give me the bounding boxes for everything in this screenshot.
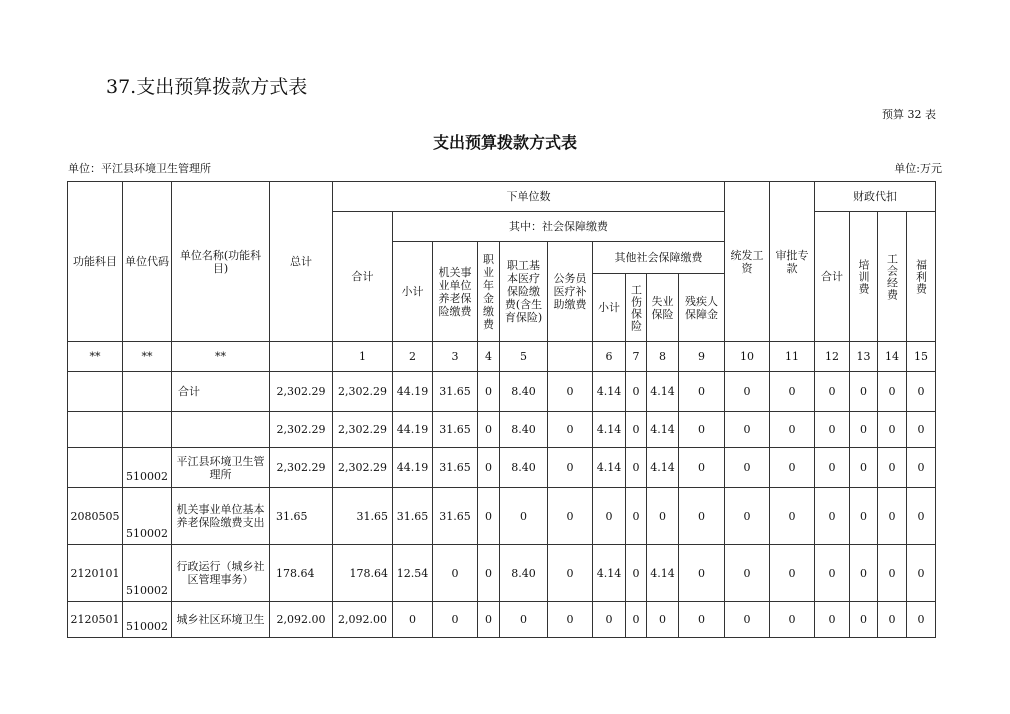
header-total: 总计	[270, 182, 333, 342]
cell-annuity: 0	[478, 602, 500, 638]
cell-func-subject: 2120501	[68, 602, 123, 638]
cell-func-subject: 2080505	[68, 488, 123, 545]
cell-injury: 0	[626, 602, 647, 638]
cell-medical: 0	[500, 602, 548, 638]
index-cell-annuity: 4	[478, 342, 500, 372]
header-fiscal-total: 合计	[815, 212, 850, 342]
index-cell-fiscal-total: 12	[815, 342, 850, 372]
cell-welfare: 0	[907, 545, 936, 602]
cell-total: 2,092.00	[270, 602, 333, 638]
table-row	[68, 488, 936, 545]
header-unified-pay: 统发工资	[725, 182, 770, 342]
table-title: 支出预算拨款方式表	[432, 133, 577, 152]
cell-injury: 0	[626, 488, 647, 545]
cell-approval: 0	[770, 412, 815, 448]
cell-func-subject	[68, 448, 123, 488]
header-approval: 审批专款	[770, 182, 815, 342]
cell-medical: 0	[500, 488, 548, 545]
budget-table	[67, 181, 936, 638]
cell-subtotal: 44.19	[393, 412, 433, 448]
cell-medical: 8.40	[500, 545, 548, 602]
cell-unit-code: 510002	[123, 545, 172, 602]
cell-other-subtotal: 0	[593, 602, 626, 638]
cell-fiscal-total: 0	[815, 372, 850, 412]
cell-disability: 0	[679, 412, 725, 448]
table-row	[68, 372, 936, 412]
index-cell-func-subject: **	[68, 342, 123, 372]
header-union: 工会经费	[878, 212, 907, 342]
cell-injury: 0	[626, 372, 647, 412]
index-cell-disability: 9	[679, 342, 725, 372]
cell-pension: 31.65	[433, 488, 478, 545]
cell-unemployment: 4.14	[647, 372, 679, 412]
index-cell-unit-name: **	[172, 342, 270, 372]
cell-welfare: 0	[907, 412, 936, 448]
cell-subtotal: 44.19	[393, 448, 433, 488]
cell-unemployment: 4.14	[647, 545, 679, 602]
cell-medical: 8.40	[500, 372, 548, 412]
cell-other-subtotal: 0	[593, 488, 626, 545]
cell-other-subtotal: 4.14	[593, 372, 626, 412]
cell-unit-name: 机关事业单位基本养老保险缴费支出	[172, 488, 270, 545]
cell-lower-total: 2,302.29	[333, 448, 393, 488]
index-cell-injury: 7	[626, 342, 647, 372]
index-cell-union: 14	[878, 342, 907, 372]
cell-union: 0	[878, 412, 907, 448]
cell-unit-code: 510002	[123, 488, 172, 545]
cell-lower-total: 2,092.00	[333, 602, 393, 638]
index-cell-training: 13	[850, 342, 878, 372]
cell-fiscal-total: 0	[815, 412, 850, 448]
index-cell-lower-total: 1	[333, 342, 393, 372]
cell-other-subtotal: 4.14	[593, 448, 626, 488]
cell-total: 2,302.29	[270, 412, 333, 448]
cell-unified-pay: 0	[725, 545, 770, 602]
cell-total: 178.64	[270, 545, 333, 602]
table-row	[68, 602, 936, 638]
cell-total: 31.65	[270, 488, 333, 545]
cell-unit-name: 行政运行（城乡社区管理事务）	[172, 545, 270, 602]
header-injury: 工伤保险	[626, 274, 647, 342]
cell-subtotal: 31.65	[393, 488, 433, 545]
index-cell-other-subtotal: 6	[593, 342, 626, 372]
header-of-which: 其中：社会保障缴费	[393, 212, 725, 242]
cell-training: 0	[850, 545, 878, 602]
header-func-subject: 功能科目	[68, 182, 123, 342]
cell-training: 0	[850, 602, 878, 638]
cell-approval: 0	[770, 602, 815, 638]
cell-unit-name: 城乡社区环境卫生	[172, 602, 270, 638]
header-subtotal: 小计	[393, 242, 433, 342]
cell-unit-name: 合计	[172, 372, 270, 412]
cell-subtotal: 0	[393, 602, 433, 638]
cell-lower-total: 31.65	[333, 488, 393, 545]
table-row	[68, 545, 936, 602]
cell-approval: 0	[770, 545, 815, 602]
header-training: 培训费	[850, 212, 878, 342]
cell-civil-medical: 0	[548, 412, 593, 448]
cell-unit-code: 510002	[123, 448, 172, 488]
cell-lower-total: 178.64	[333, 545, 393, 602]
cell-approval: 0	[770, 448, 815, 488]
index-cell-unemployment: 8	[647, 342, 679, 372]
cell-unemployment: 0	[647, 488, 679, 545]
cell-disability: 0	[679, 545, 725, 602]
cell-unit-code: 510002	[123, 602, 172, 638]
cell-unemployment: 4.14	[647, 448, 679, 488]
cell-disability: 0	[679, 488, 725, 545]
header-unemployment: 失业保险	[647, 274, 679, 342]
cell-disability: 0	[679, 448, 725, 488]
cell-medical: 8.40	[500, 412, 548, 448]
header-other-subtotal: 小计	[593, 274, 626, 342]
cell-lower-total: 2,302.29	[333, 372, 393, 412]
cell-union: 0	[878, 545, 907, 602]
cell-unit-code	[123, 372, 172, 412]
cell-welfare: 0	[907, 372, 936, 412]
index-cell-unified-pay: 10	[725, 342, 770, 372]
cell-unemployment: 0	[647, 602, 679, 638]
header-unit-code: 单位代码	[123, 182, 172, 342]
header-pension: 机关事业单位养老保险缴费	[433, 242, 478, 342]
index-cell-medical: 5	[500, 342, 548, 372]
table-row	[68, 448, 936, 488]
header-lower-total: 合计	[333, 212, 393, 342]
cell-annuity: 0	[478, 545, 500, 602]
index-cell-subtotal: 2	[393, 342, 433, 372]
cell-annuity: 0	[478, 448, 500, 488]
cell-total: 2,302.29	[270, 372, 333, 412]
cell-training: 0	[850, 488, 878, 545]
index-cell-civil-medical	[548, 342, 593, 372]
cell-civil-medical: 0	[548, 448, 593, 488]
cell-unified-pay: 0	[725, 602, 770, 638]
cell-union: 0	[878, 372, 907, 412]
cell-unit-name: 平江县环境卫生管理所	[172, 448, 270, 488]
cell-func-subject	[68, 412, 123, 448]
cell-total: 2,302.29	[270, 448, 333, 488]
cell-annuity: 0	[478, 488, 500, 545]
header-other-ss: 其他社会保障缴费	[593, 242, 725, 274]
header-unit-name: 单位名称(功能科目)	[172, 182, 270, 342]
cell-pension: 31.65	[433, 448, 478, 488]
header-lower-unit: 下单位数	[333, 182, 725, 212]
index-row	[68, 342, 936, 372]
cell-annuity: 0	[478, 372, 500, 412]
header-civil-medical: 公务员医疗补助缴费	[548, 242, 593, 342]
header-fiscal-deduct: 财政代扣	[815, 182, 936, 212]
cell-injury: 0	[626, 545, 647, 602]
cell-training: 0	[850, 372, 878, 412]
page-heading: 37.支出预算拨款方式表	[106, 76, 308, 98]
cell-union: 0	[878, 448, 907, 488]
cell-civil-medical: 0	[548, 372, 593, 412]
cell-welfare: 0	[907, 488, 936, 545]
cell-civil-medical: 0	[548, 545, 593, 602]
cell-disability: 0	[679, 602, 725, 638]
cell-unified-pay: 0	[725, 488, 770, 545]
cell-func-subject	[68, 372, 123, 412]
cell-fiscal-total: 0	[815, 602, 850, 638]
cell-medical: 8.40	[500, 448, 548, 488]
index-cell-welfare: 15	[907, 342, 936, 372]
cell-civil-medical: 0	[548, 602, 593, 638]
cell-union: 0	[878, 602, 907, 638]
cell-other-subtotal: 4.14	[593, 545, 626, 602]
cell-unemployment: 4.14	[647, 412, 679, 448]
cell-unit-code	[123, 412, 172, 448]
header-disability: 残疾人保障金	[679, 274, 725, 342]
cell-fiscal-total: 0	[815, 448, 850, 488]
cell-pension: 31.65	[433, 372, 478, 412]
header-medical: 职工基本医疗保险缴费(含生育保险)	[500, 242, 548, 342]
cell-approval: 0	[770, 372, 815, 412]
table-row	[68, 412, 936, 448]
cell-pension: 31.65	[433, 412, 478, 448]
cell-pension: 0	[433, 602, 478, 638]
cell-injury: 0	[626, 448, 647, 488]
cell-disability: 0	[679, 372, 725, 412]
index-cell-pension: 3	[433, 342, 478, 372]
cell-lower-total: 2,302.29	[333, 412, 393, 448]
index-cell-total	[270, 342, 333, 372]
cell-welfare: 0	[907, 602, 936, 638]
cell-unified-pay: 0	[725, 372, 770, 412]
cell-welfare: 0	[907, 448, 936, 488]
cell-pension: 0	[433, 545, 478, 602]
cell-subtotal: 44.19	[393, 372, 433, 412]
cell-fiscal-total: 0	[815, 488, 850, 545]
cell-func-subject: 2120101	[68, 545, 123, 602]
header-welfare: 福利费	[907, 212, 936, 342]
cell-unified-pay: 0	[725, 448, 770, 488]
header-annuity: 职业年金缴费	[478, 242, 500, 342]
cell-other-subtotal: 4.14	[593, 412, 626, 448]
cell-union: 0	[878, 488, 907, 545]
cell-civil-medical: 0	[548, 488, 593, 545]
index-cell-unit-code: **	[123, 342, 172, 372]
cell-unit-name	[172, 412, 270, 448]
cell-subtotal: 12.54	[393, 545, 433, 602]
cell-unified-pay: 0	[725, 412, 770, 448]
index-cell-approval: 11	[770, 342, 815, 372]
unit-label: 单位：平江县环境卫生管理所	[68, 162, 211, 175]
cell-annuity: 0	[478, 412, 500, 448]
cell-training: 0	[850, 412, 878, 448]
cell-approval: 0	[770, 488, 815, 545]
cell-fiscal-total: 0	[815, 545, 850, 602]
money-unit-label: 单位:万元	[894, 162, 942, 175]
cell-injury: 0	[626, 412, 647, 448]
document-code: 预算 32 表	[882, 108, 936, 121]
cell-training: 0	[850, 448, 878, 488]
